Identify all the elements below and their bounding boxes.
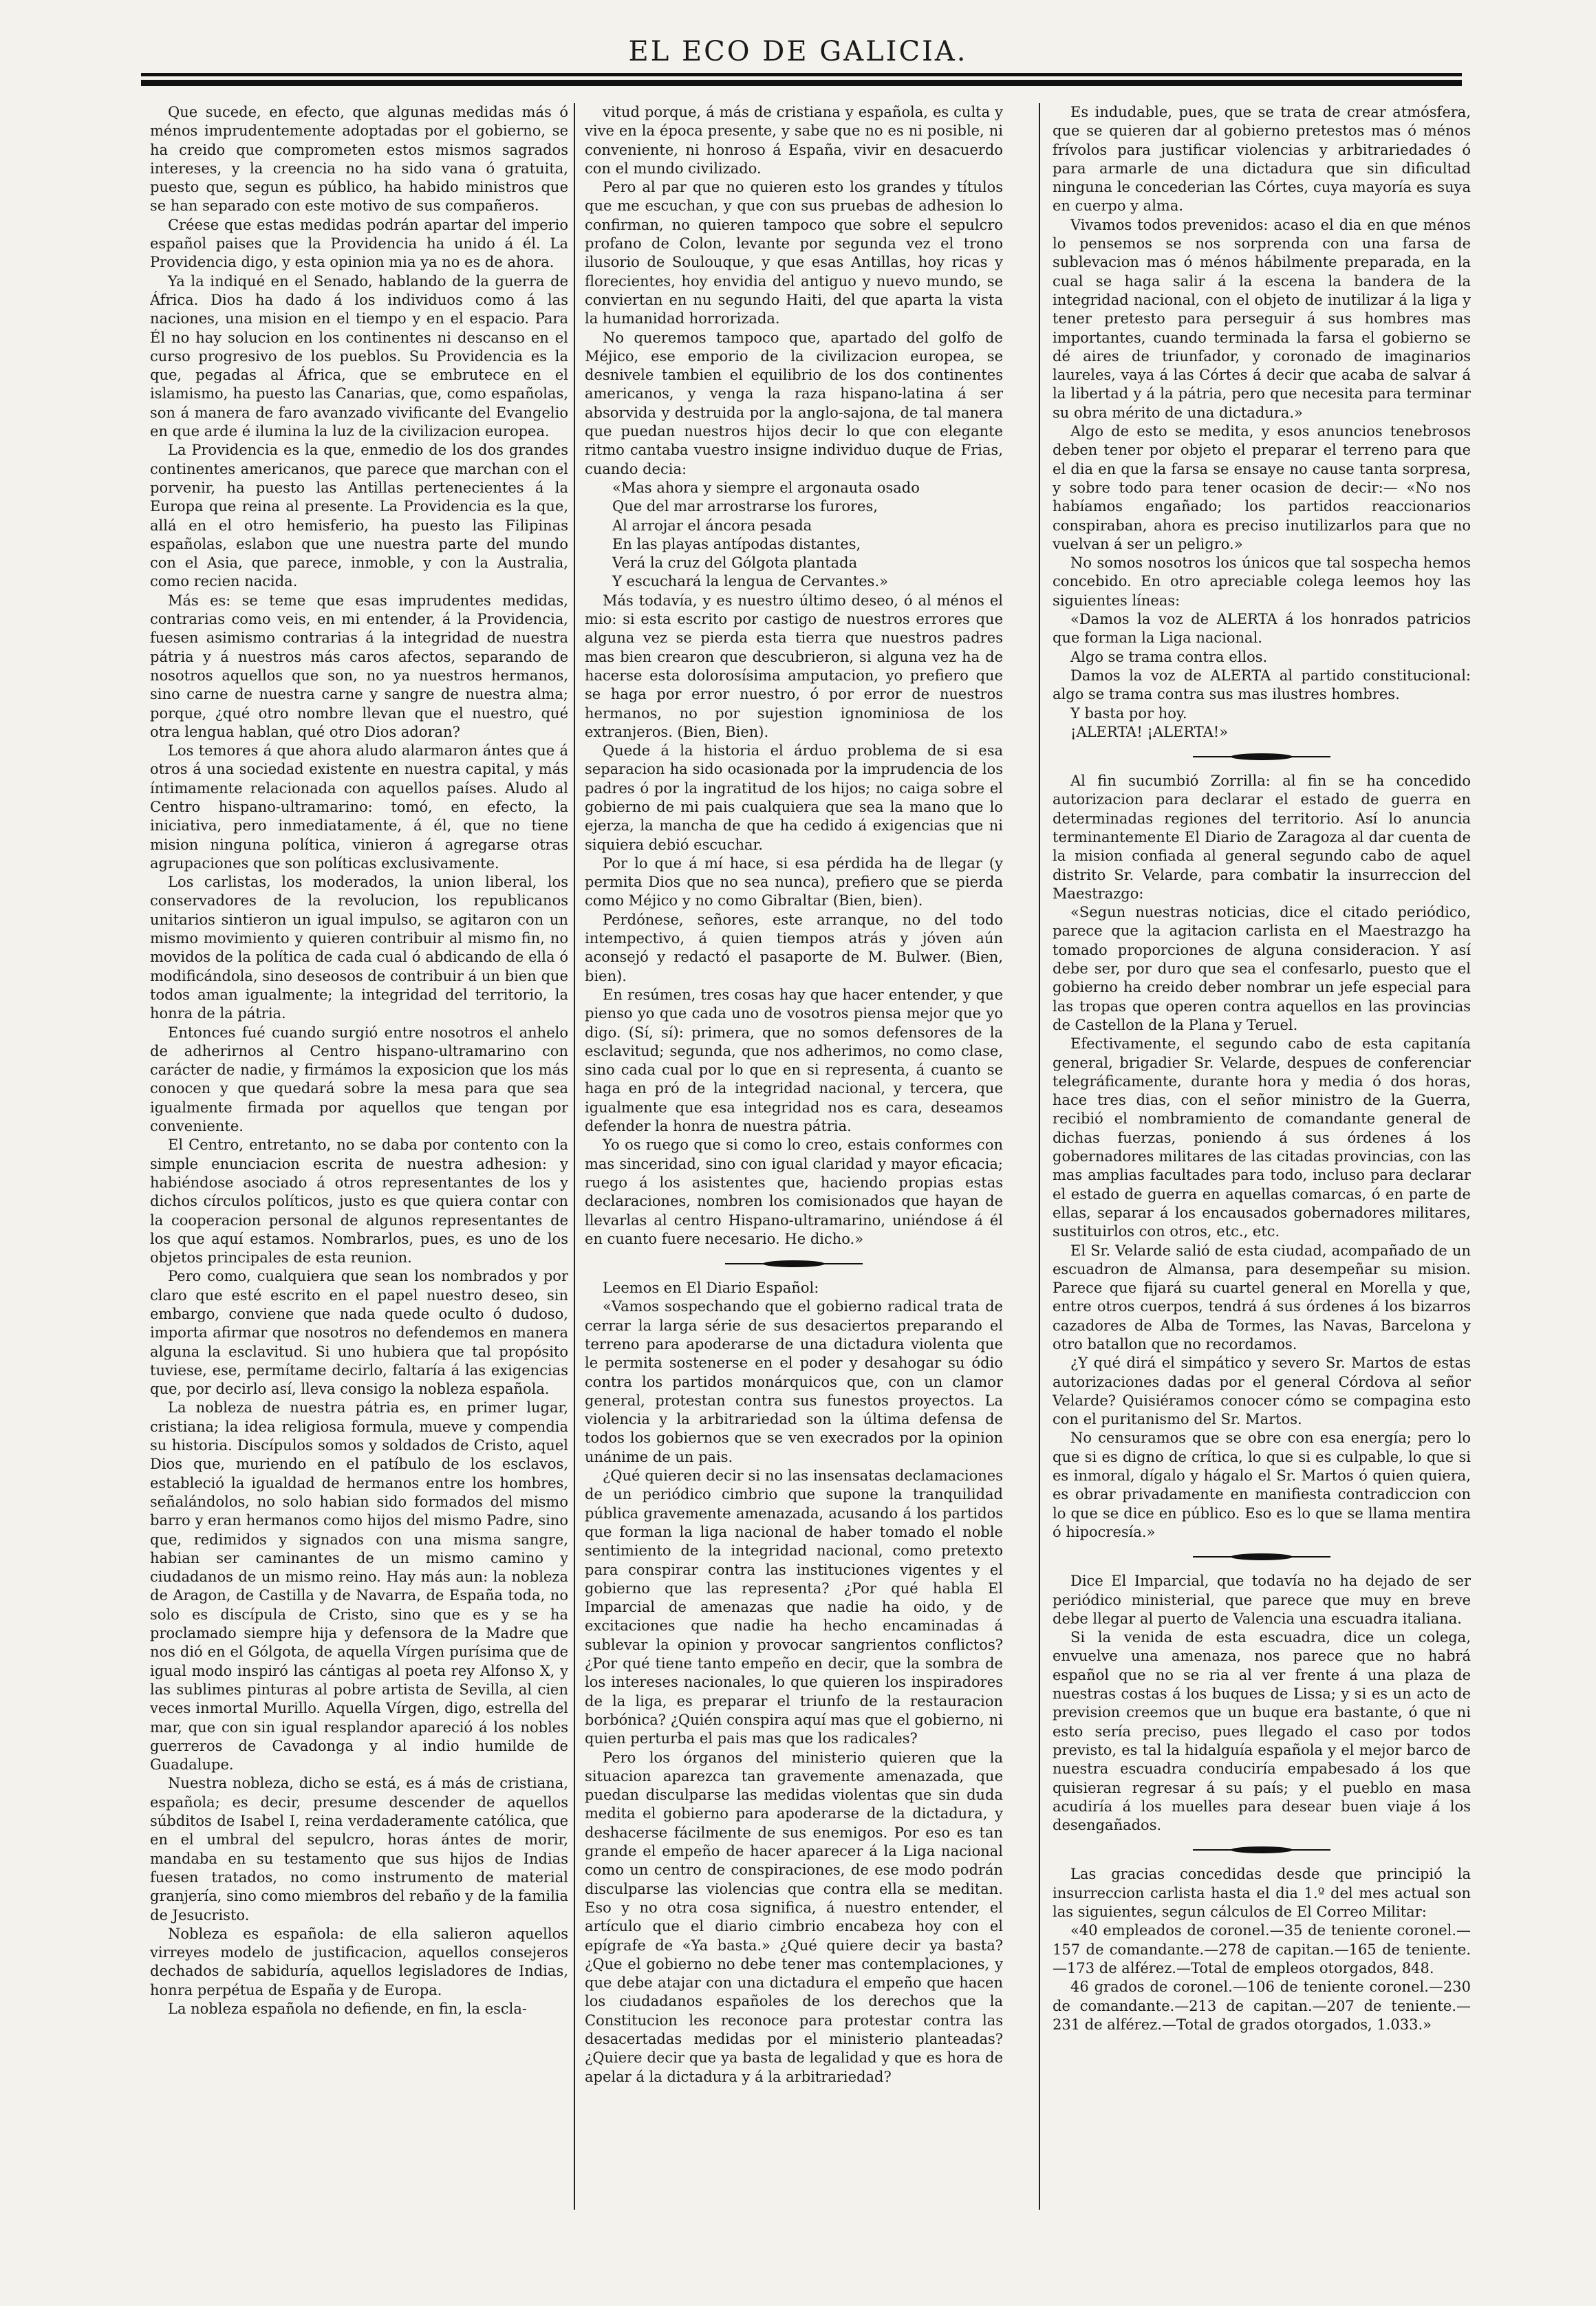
paragraph: Efectivamente, el segundo cabo de esta capitanía general, brigadier Sr. Velarde, despues de conferenciar telegráficamente, durante hora y media ó dos horas, hace tres dias, con el señor ministro de la Guerra, recibió el nombramiento de comandante general de dichas fuerzas, poniendo á sus órdenes á los gobernadores militares de las citadas provincias, con las mas amplias facultades para todo, incluso para declarar el estado de guerra en aquellas comarcas, ó en parte de ellas, separar á los encausados gobernadores militares, sustituirlos con otros, etc., etc.: [1053, 1035, 1471, 1240]
section-separator: [1193, 1554, 1330, 1560]
paragraph: Las gracias concedidas desde que principió la insurreccion carlista hasta el dia 1.º del mes actual son las siguientes, segun cálculos de El Correo Militar:: [1053, 1866, 1471, 1921]
paragraph: No censuramos que se obre con esa energía; pero lo que si es digno de crítica, lo que si es culpable, lo que si es inmoral, dígalo y hágalo el Sr. Martos ó quien quiera, es obrar privadamente en manifiesta contradiccion con lo que se dice en público. Eso es lo que se llama mentira ó hipocresía.»: [1053, 1430, 1471, 1540]
paragraph: 46 grados de coronel.—106 de teniente coronel.—230 de comandante.—213 de capitan.—207 de teniente.—231 de alférez.—Total de grados otorgados, 1.033.»: [1053, 1979, 1471, 2033]
paragraph: ¿Qué quieren decir si no las insensatas declamaciones de un periódico cimbrio que supone la tranquilidad pública gravemente amenazada, acusando á los partidos que forman la liga nacional de haber tomado el noble sentimiento de la integridad nacional, como pretexto para conspirar contra las instituciones vigentes y el gobierno que las representa? ¿Por qué habla El Imparcial de amenazas que nadie ha oido, y de excitaciones que nadie ha hecho encaminadas á sublevar la opinion y provocar sangrientos conflictos? ¿Por qué tiene tanto empeño en decir, que la sombra de los intereses nacionales, lo que quieren los inspiradores de la liga, es preparar el triunfo de la restauracion borbónica? ¿Quién conspira aquí mas que el gobierno, ni quien perturba el pais mas que los radicales?: [585, 1467, 1003, 1747]
paragraph: «Segun nuestras noticias, dice el citado periódico, parece que la agitacion carlista en el Maestrazgo ha tomado proporciones de alguna consideracion. Y así debe ser, por duro que sea el confesarlo, puesto que el gobierno ha creido deber nombrar un jefe especial para las tropas que operen contra aquellos en las provincias de Castellon de la Plana y Teruel.: [1053, 904, 1471, 1033]
paragraph: Quede á la historia el árduo problema de si esa separacion ha sido ocasionada por la imprudencia de los padres ó por la ingratitud de los hijos; no caiga sobre el gobierno de mi pais cualquiera que sea la mano que lo ejerza, la mancha de que ha cedido á exigencias que ni siquiera debió escuchar.: [585, 742, 1003, 853]
paragraph: Algo de esto se medita, y esos anuncios tenebrosos deben tener por objeto el preparar el terreno para que el dia en que la farsa se ensaye no cause tanta sorpresa, y sobre todo para tener ocasion de decir:— «No nos habíamos engañado; los partidos reaccionarios conspiraban, ahora es preciso inutilizarlos para que no vuelvan á ser un peligro.»: [1053, 423, 1471, 552]
paragraph: Que sucede, en efecto, que algunas medidas más ó ménos imprudentemente adoptadas por el gobierno, se ha creido que comprometen estos mismos sagrados intereses, y la creencia no ha sido vana ó gratuita, puesto que, segun es público, ha habido ministros que se han separado con este motivo de sus compañeros.: [150, 104, 568, 215]
column-divider: [574, 103, 575, 2210]
paragraph: Al fin sucumbió Zorrilla: al fin se ha concedido autorizacion para declarar el estado de guerra en determinadas regiones del territorio. Así lo anuncia terminantemente El Diario de Zaragoza al dar cuenta de la mision confiada al general segundo cabo de aquel distrito Sr. Velarde, para combatir la insurreccion del Maestrazgo:: [1053, 773, 1471, 902]
masthead-rule-thick: [141, 80, 1462, 86]
paragraph: Que del mar arrostrarse los furores,: [612, 498, 878, 515]
paragraph: Créese que estas medidas podrán apartar del imperio español paises que la Providencia ha unido á él. La Providencia digo, y esta opinion mia ya no es de ahora.: [150, 216, 568, 271]
paragraph: La nobleza española no defiende, en fin, la escla-: [168, 2000, 528, 2017]
paragraph: Verá la cruz del Gólgota plantada: [612, 554, 858, 572]
paragraph: La Providencia es la que, enmedio de los dos grandes continentes americanos, que parece que marchan con el porvenir, ha puesto las Antillas pertenecientes á la Europa que reina al presente. La Providencia es la que, allá en el otro hemisferio, ha puesto las Filipinas españolas, eslabon que une nuestra parte del mundo con el Asia, que parece, inmoble, y con la Australia, como recien nacida.: [150, 442, 568, 590]
column-2: [585, 103, 1003, 2210]
paragraph: Damos la voz de ALERTA al partido constitucional: algo se trama contra sus mas ilustres hombres.: [1053, 667, 1471, 703]
paragraph: Leemos en El Diario Español:: [603, 1280, 819, 1297]
paragraph: Más es: se teme que esas imprudentes medidas, contrarias como veis, en mi entender, á la Providencia, fuesen asimismo contrarias á la integridad de nuestra pátria y á nuestros más caros afectos, separando de nosotros aquellos que son, no ya nuestros hermanos, sino carne de nuestra carne y sangre de nuestra alma; porque, ¿qué otro nombre llevan que el nuestro, qué otra lengua hablan, qué otro Dios adoran?: [150, 592, 568, 740]
section-separator: [1193, 1847, 1330, 1853]
paragraph: Pero los órganos del ministerio quieren que la situacion aparezca tan gravemente amenazada, que puedan disculparse las medidas violentas que sin duda medita el gobierno para apoderarse de la dictadura, y deshacerse fácilmente de sus enemigos. Por eso es tan grande el empeño de hacer aparecer á la Liga nacional como un centro de conspiraciones, de ese modo podrán disculparse las violencias que contra ella se meditan. Eso y no otra cosa significa, á nuestro entender, el artículo que el diario cimbrio encabeza hoy con el epígrafe de «Ya basta.» ¿Qué quiere decir ya basta? ¿Que el gobierno no debe tener mas contemplaciones, y que debe atajar con una dictadura el empeño que hacen los ciudadanos españoles de los derechos que la Constitucion les reconoce para protestar contra las desacertadas medidas por el ministerio planteadas? ¿Quiere decir que ya basta de legalidad y que es hora de apelar á la dictadura y á la arbitrariedad?: [585, 1749, 1003, 2085]
paragraph: Y escuchará la lengua de Cervantes.»: [612, 573, 888, 590]
column-1: [150, 103, 568, 2210]
paragraph: La nobleza de nuestra pátria es, en primer lugar, cristiana; la idea religiosa formula, mueve y compendia su historia. Discípulos somos y soldados de Cristo, aquel Dios que, muriendo en el patíbulo de los esclavos, estableció la igualdad de hermanos entre los hombres, señalándolos, no solo habian sido formados del mismo barro y eran hermanos como hijos del mismo Padre, sino que, redimidos y signados con una misma sangre, habian ser caminantes de un mismo camino y ciudadanos de un mismo reino. Hay más aun: la nobleza de Aragon, de Castilla y de Navarra, de España toda, no solo es discípula de Cristo, sino que es y se ha proclamado siempre hija y defensora de la Madre que nos dió en el Gólgota, de aquella Vírgen purísima que de igual modo inspiró las cántigas al poeta rey Alfonso X, y las sublimes pinturas al pobre artista de Sevilla, al cien veces inmortal Murillo. Aquella Vírgen, digo, estrella del mar, que con sin igual resplandor apareció á los nobles guerreros de Cavadonga y al indio humilde de Guadalupe.: [150, 1399, 568, 1774]
paragraph: ¿Y qué dirá el simpático y severo Sr. Martos de estas autorizaciones dadas por el general Córdova al señor Velarde? Quisiéramos conocer cómo se compagina esto con el puritanismo del Sr. Martos.: [1053, 1355, 1471, 1428]
column-divider: [1039, 103, 1040, 2210]
paragraph: Al arrojar el áncora pesada: [612, 517, 812, 534]
paragraph: Perdónese, señores, este arranque, no del todo intempectivo, á quien tiempos atrás y jóven aún aconsejó y redactó el pasaporte de M. Bulwer. (Bien, bien).: [585, 911, 1003, 984]
masthead-title: EL ECO DE GALICIA.: [628, 36, 968, 67]
paragraph: Nobleza es española: de ella salieron aquellos virreyes modelo de justificacion, aquellos consejeros dechados de sabiduría, aquellos legisladores de Indias, honra perpétua de España y de Europa.: [150, 1925, 568, 1998]
paragraph: «Vamos sospechando que el gobierno radical trata de cerrar la larga série de sus desaciertos preparando el terreno para apoderarse de una dictadura violenta que le permita sostenerse en el poder y desahogar su ódio contra los partidos monárquicos que, con un clamor general, protestan contra sus funestos proyectos. La violencia y la arbitrariedad son la última defensa de todos los gobiernos que se ven execrados por la opinion unánime de un pais.: [585, 1298, 1003, 1465]
paragraph: Vivamos todos prevenidos: acaso el dia en que ménos lo pensemos se nos sorprenda con una farsa de sublevacion mas ó ménos hábilmente preparada, en la cual se haga salir á la escena la bandera de la integridad nacional, con el objeto de inutilizar á la liga y tener pretesto para perseguir á sus hombres mas importantes, cuando terminada la farsa el gobierno se dé aires de triunfador, y coronado de imaginarios laureles, vaya á las Córtes á decir que acaba de salvar á la libertad y á la pátria, pero que necesita para terminar su obra mérito de una dictadura.»: [1053, 216, 1471, 421]
paragraph: El Centro, entretanto, no se daba por contento con la simple enunciacion escrita de nuestra adhesion: y habiéndose asociado á otros representantes de los y dichos círculos políticos, justo es que quiera contar con la cooperacion personal de algunos representantes de los que aquí estamos. Nombrarlos, pues, es uno de los objetos principales de esta reunion.: [150, 1136, 568, 1267]
paragraph: Y basta por hoy.: [1070, 704, 1187, 722]
paragraph: ¡ALERTA! ¡ALERTA!»: [1070, 723, 1229, 740]
paragraph: Yo os ruego que si como lo creo, estais conformes con mas sinceridad, sino con igual claridad y mayor eficacia; ruego á los asistentes que, haciendo propias estas declaraciones, nombren los comisionados que hayan de llevarlas al centro Hispano-ultramarino, uniéndose á él en cuanto fuere necesario. He dicho.»: [585, 1136, 1003, 1247]
paragraph: No somos nosotros los únicos que tal sospecha hemos concebido. En otro apreciable colega leemos hoy las siguientes líneas:: [1053, 554, 1471, 609]
paragraph: No queremos tampoco que, apartado del golfo de Méjico, ese emporio de la civilizacion europea, se desnivele tambien el equilibrio de los dos continentes americanos, y venga la raza hispano-latina á ser absorvida y destruida por la anglo-sajona, de tal manera que puedan nuestros hijos decir lo que con elegante ritmo cantaba vuestro insigne individuo duque de Frias, cuando decia:: [585, 329, 1003, 477]
paragraph: Por lo que á mí hace, si esa pérdida ha de llegar (y permita Dios que no sea nunca), prefiero que se pierda como Méjico y no como Gibraltar (Bien, bien).: [585, 854, 1003, 909]
paragraph: Los carlistas, los moderados, la union liberal, los conservadores de la revolucion, los republicanos unitarios sintieron un igual impulso, se agitaron con un mismo movimiento y quieren contribuir al mismo fin, no movidos de la política de cada cual ó abdicando de ella ó modificándola, sino deseosos de contribuir á un bien que todos aman igualmente; la integridad del territorio, la honra de la pátria.: [150, 874, 568, 1022]
paragraph: Entonces fué cuando surgió entre nosotros el anhelo de adherirnos al Centro hispano-ultramarino con carácter de nadie, y firmámos la exposicion que los más conocen y que quedará sobre la mesa para que sea igualmente firmada por aquellos que tengan por conveniente.: [150, 1024, 568, 1135]
paragraph: Más todavía, y es nuestro último deseo, ó al ménos el mio: si esta escrito por castigo de nuestros errores que alguna vez se pierda esta tierra que nuestros padres mas bien crearon que descubrieron, si alguna vez ha de hacerse esta dolorosísima amputacion, yo prefiero que se haga por error nuestro, ó por error de nuestros hermanos, no por sujestion ignominiosa de los extranjeros. (Bien, Bien).: [585, 592, 1003, 740]
paragraph: «Mas ahora y siempre el argonauta osado: [612, 479, 920, 496]
column-3: [1053, 103, 1471, 2210]
paragraph: Algo se trama contra ellos.: [1070, 648, 1268, 665]
paragraph: Pero al par que no quieren esto los grandes y títulos que me escuchan, y que con sus pruebas de adhesion lo confirman, no quieren tampoco que sobre el sepulcro profano de Colon, levante por segunda vez el trono ilusorio de Soulouque, y que esas Antillas, hoy ricas y florecientes, hoy envidia del antiguo y nuevo mundo, se conviertan en nu segundo Haiti, del que aparta la vista la humanidad horrorizada.: [585, 179, 1003, 327]
paragraph: En las playas antípodas distantes,: [612, 535, 861, 552]
paragraph: Ya la indiqué en el Senado, hablando de la guerra de África. Dios ha dado á los individuos como á las naciones, una mision en el tiempo y en el espacio. Para Él no hay solucion en los continentes ni descanso en el curso progresivo de los pueblos. Su Providencia es la que, pegadas al África, que se embrutece en el islamismo, ha puesto las Canarias, que, como españolas, son á manera de faro avanzado vivificante del Evangelio en que arde é ilumina la luz de la civilizacion europea.: [150, 272, 568, 440]
paragraph: «Damos la voz de ALERTA á los honrados patricios que forman la Liga nacional.: [1053, 611, 1471, 647]
paragraph: Si la venida de esta escuadra, dice un colega, envuelve una amenaza, nos parece que no habrá español que no se ria al ver frente á una plaza de nuestras costas á los buques de Lissa; y si es un acto de prevision creemos que un buque era bastante, ó que ni esto sería preciso, pues llegado el caso por todos previsto, es tal la hidalguía española y el mejor barco de nuestra escuadra conduciría empabesado á los que quisieran regresar á su país; y el pueblo en masa acudiría á los muelles para desear buen viaje á los desengañados.: [1053, 1629, 1471, 1834]
paragraph: Dice El Imparcial, que todavía no ha dejado de ser periódico ministerial, que parece que muy en breve debe llegar al puerto de Valencia una escuadra italiana.: [1053, 1573, 1471, 1627]
paragraph: Los temores á que ahora aludo alarmaron ántes que á otros á una sociedad existente en nuestra capital, y más íntimamente relacionada con aquellos países. Aludo al Centro hispano-ultramarino: tomó, en efecto, la iniciativa, pero inmediatamente, á él, que no tiene mision ninguna política, vinieron á agregarse otras agrupaciones que son políticas exclusivamente.: [150, 742, 568, 872]
paragraph: Nuestra nobleza, dicho se está, es á más de cristiana, española; es decir, presume descender de aquellos súbditos de Isabel I, reina verdaderamente católica, que en el umbral del sepulcro, horas ántes de morir, mandaba en su testamento que sus hijos de Indias fuesen tratados, no como instrumento de material granjería, sino como miembros del rebaño y de la familia de Jesucristo.: [150, 1775, 568, 1924]
section-separator: [725, 1261, 863, 1267]
paragraph: vitud porque, á más de cristiana y española, es culta y vive en la época presente, y sabe que no es ni posible, ni conveniente, ni honroso á España, vivir en desacuerdo con el mundo civilizado.: [585, 104, 1003, 177]
paragraph: Pero como, cualquiera que sean los nombrados y por claro que esté escrito en el papel nuestro deseo, sin embargo, conviene que nada quede oculto ó dudoso, importa afirmar que nosotros no defendemos en manera alguna la esclavitud. Si uno hubiera que tal propósito tuviese, ese, permítame decirlo, faltaría á las exigencias que, por decirlo así, lleva consigo la nobleza española.: [150, 1268, 568, 1398]
paragraph: Es indudable, pues, que se trata de crear atmósfera, que se quieren dar al gobierno pretestos mas ó ménos frívolos para justificar violencias y arbitrariedades ó para armarle de una dictadura que sin dificultad ninguna le concederian las Córtes, cuya mayoría es suya en cuerpo y alma.: [1053, 104, 1471, 215]
masthead-rule-thin: [141, 73, 1462, 76]
section-separator: [1193, 754, 1330, 759]
paragraph: «40 empleados de coronel.—35 de teniente coronel.—157 de comandante.—278 de capitan.—165 de teniente.—173 de alférez.—Total de empleos otorgados, 848.: [1053, 1922, 1471, 1976]
paragraph: El Sr. Velarde salió de esta ciudad, acompañado de un escuadron de Almansa, para desempeñar su mision. Parece que fijará su cuartel general en Morella y que, entre otros cuerpos, tendrá á sus órdenes á los bizarros cazadores de Alba de Tormes, las Navas, Barcelona y otro batallon que no recordamos.: [1053, 1242, 1471, 1353]
paragraph: En resúmen, tres cosas hay que hacer entender, y que pienso yo que cada uno de vosotros piensa mejor que yo digo. (Sí, sí): primera, que no somos defensores de la esclavitud; segunda, que nos adherimos, no como clase, sino cada cual por lo que en si representa, á cuanto se haga en pró de la integridad nacional, y tercera, que igualmente que esa integridad nos es cara, deseamos defender la honra de nuestra pátria.: [585, 986, 1003, 1135]
